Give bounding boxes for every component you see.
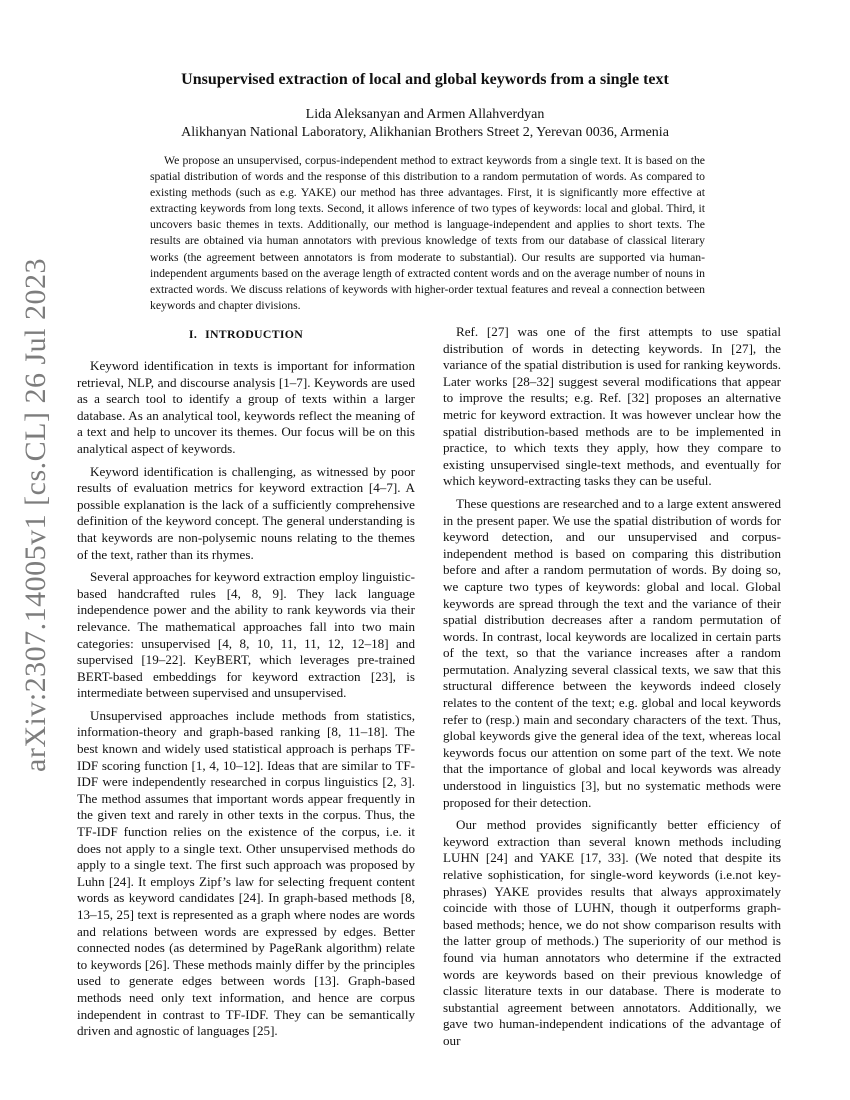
- left-paragraph-4: Unsupervised approaches include methods from statistics, information-theory and graph-based ranking [8, 11–18]. The best known and widely used statistical approach is perhaps TF-IDF scoring function [1, 4, 10–12]. Ideas that are similar to TF-IDF were independently researched in corpus linguistics [2, 3]. The method assumes that important words appear frequently in the given text and rarely in other texts in the corpus. Thus, the TF-IDF function relies on the existence of the corpus, i.e. it does not apply to a single text. Other unsupervised methods do apply to a single text. The first such approach was proposed by Luhn [24]. It employs Zipf’s law for selecting frequent content words as keyword candidates [24]. In graph-based methods [8, 13–15, 25] text is represented as a graph where nodes are words and relations between words are expressed by edges. Better connected nodes (as determined by PageRank algorithm) relate to keywords [26]. These methods mainly differ by the principles used to generate edges between words [13]. Graph-based methods need only text information, and hence are corpus independent in contrast to TF-IDF. They can be semantically driven and agnostic of languages [25].: [77, 707, 415, 1039]
- left-paragraph-1: Keyword identification in texts is important for information retrieval, NLP, and discourse analysis [1–7]. Keywords are used as a search tool to identify a group of texts within a larger database. As an analytical tool, keywords reflect the meaning of a text and help to uncover its themes. Our focus will be on this analytical aspect of keywords.: [77, 358, 415, 456]
- right-paragraph-2: These questions are researched and to a large extent answered in the present paper. We use the spatial distribution of words for keyword detection, and our unsupervised and corpus-independent method is based on comparing this distribution before and after a random permutation of words. By doing so, we capture two types of keywords: global and local. Global keywords are spread through the text and the variance of their spatial distribution decreases after a random permutation of words. In contrast, local keywords are localized in certain parts of the text, so that the variance increases after a random permutation. Analyzing several classical texts, we saw that this structural difference between the keywords indeed closely relates to the content of the text; e.g. global and local keywords refer to (resp.) main and secondary characters of the text. Thus, global keywords give the general idea of the text, whereas local keywords focus our attention on some part of the text. We note that the importance of global and local keywords was already understood in linguistics [3], but no systematic methods were proposed for their detection.: [443, 495, 781, 810]
- left-paragraph-3: Several approaches for keyword extraction employ linguistic-based handcrafted rules [4, 8, 9]. They lack language independence power and the ability to rank keywords via their relevance. The mathematical approaches fall into two main categories: unsupervised [4, 8, 10, 11, 11, 12, 12–18] and supervised [19–22]. KeyBERT, which leverages pre-trained BERT-based embeddings for keyword extraction [23], is intermediate between supervised and unsupervised.: [77, 569, 415, 701]
- left-column: [77, 323, 415, 1046]
- author-affiliation: Alikhanyan National Laboratory, Alikhanian Brothers Street 2, Yerevan 0036, Armenia: [181, 125, 669, 140]
- section-title: INTRODUCTION: [205, 327, 304, 341]
- right-paragraph-3: Our method provides significantly better efficiency of keyword extraction than several known methods including LUHN [24] and YAKE [17, 33]. (We noted that despite its relative sophistication, for single-word keywords (i.e.not key-phrases) YAKE provides results that always approximately coincide with those of LUHN, though it outperforms graph-based methods; hence, we do not show comparison results with the latter group of methods.) The superiority of our method is found via human annotators who determine if the extracted words are keywords based on their previous knowledge of classic literature texts in our database. There is moderate to substantial agreement between annotators. Additionally, we gave two human-independent indications of the advantage of our: [443, 817, 781, 1048]
- left-paragraph-2: Keyword identification is challenging, as witnessed by poor results of evaluation metrics for keyword extraction [4–7]. A possible explanation is the lack of a sufficiently comprehensive definition of the keyword concept. The general understanding is that keywords are non-polysemic nouns relating to the themes of the text, rather than its rhymes.: [77, 463, 415, 562]
- abstract: We propose an unsupervised, corpus-independent method to extract keywords from a single text. It is based on the spatial distribution of words and the response of this distribution to a random permutation of words. As compared to existing methods (such as e.g. YAKE) our method has three advantages. First, it is significantly more effective at extracting keywords from long texts. Second, it allows inference of two types of keywords: local and global. Third, it uncovers basic themes in texts. Additionally, our method is language-independent and applies to short texts. The results are obtained via human annotators with previous knowledge of texts from our database of classical literary works (the agreement between annotators is from moderate to substantial). Our results are supported via human-independent arguments based on the average length of extracted content words and on the average number of nouns in extracted words. We discuss relations of keywords with higher-order textual features and reveal a connection between keywords and chapter divisions.: [150, 154, 705, 312]
- section-number: I.: [188, 327, 198, 341]
- right-paragraph-1: Ref. [27] was one of the first attempts to use spatial distribution of words in detecting keywords. In [27], the variance of the spatial distribution is used for ranking keywords. Later works [28–32] suggest several modifications that appear to improve the results; e.g. Ref. [32] proposes an alternative metric for keyword extraction. It was however unclear how the spatial distribution-based methods are to be implemented in practice, to which texts they apply, how they compare to existing unsupervised single-text methods, and eventually for which keyword-extracting tasks they can be useful.: [443, 324, 781, 489]
- arxiv-identifier-stamp: [14, 258, 58, 772]
- paper-title: Unsupervised extraction of local and global keywords from a single text: [181, 71, 669, 88]
- right-column: [443, 324, 781, 1056]
- arxiv-identifier-text: arXiv:2307.14005v1 [cs.CL] 26 Jul 2023: [19, 258, 52, 772]
- section-heading: [77, 327, 415, 342]
- paper-authors: Lida Aleksanyan and Armen Allahverdyan: [305, 107, 545, 122]
